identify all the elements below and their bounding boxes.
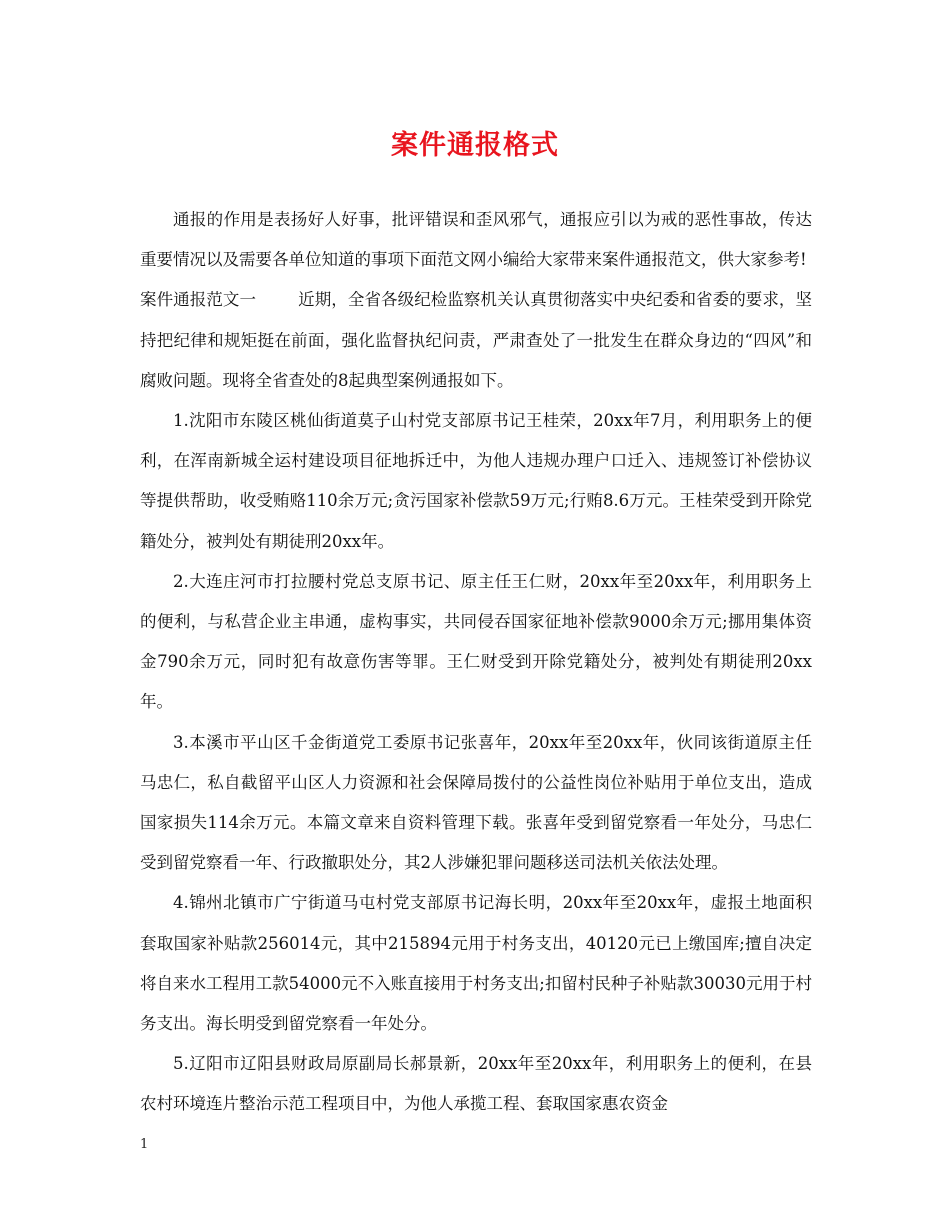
- sample-intro-text: 近期，全省各级纪检监察机关认真贯彻落实中央纪委和省委的要求，坚持把纪律和规矩挺在前面，强化监督执纪问责，严肃查处了一批发生在群众身边的“四风”和腐败问题。现将全省查处的8起典型案例通报如下。: [140, 290, 813, 390]
- document-body: [140, 200, 812, 1125]
- case-paragraph-5: 5.辽阳市辽阳县财政局原副局长郝景新，20xx年至20xx年，利用职务上的便利，在县农村环境连片整治示范工程项目中，为他人承揽工程、套取国家惠农资金: [140, 1054, 812, 1114]
- page-number: 1: [140, 1137, 149, 1152]
- sample-intro-paragraph: [140, 280, 812, 401]
- case-paragraph-3: 3.本溪市平山区千金街道党工委原书记张喜年，20xx年至20xx年，伙同该街道原主任马忠仁，私自截留平山区人力资源和社会保障局拨付的公益性岗位补贴用于单位支出，造成国家损失114余万元。本篇文章来自资料管理下载。张喜年受到留党察看一年处分，马忠仁受到留党察看一年、行政撤职处分，其2人涉嫌犯罪问题移送司法机关依法处理。: [140, 732, 812, 873]
- sample-heading: 案件通报范文一: [140, 290, 257, 310]
- document-title: 案件通报格式: [391, 130, 559, 161]
- case-paragraph-1: 1.沈阳市东陵区桃仙街道莫子山村党支部原书记王桂荣，20xx年7月，利用职务上的便利，在浑南新城全运村建设项目征地拆迁中，为他人违规办理户口迁入、违规签订补偿协议等提供帮助，收受贿赂110余万元;贪污国家补偿款59万元;行贿8.6万元。王桂荣受到开除党籍处分，被判处有期徒刑20xx年。: [140, 411, 812, 551]
- case-paragraph-4: 4.锦州北镇市广宁街道马屯村党支部原书记海长明，20xx年至20xx年，虚报土地面积套取国家补贴款256014元，其中215894元用于村务支出，40120元已上缴国库;擅自决定将自来水工程用工款54000元不入账直接用于村务支出;扣留村民种子补贴款30030元用于村务支出。海长明受到留党察看一年处分。: [140, 893, 812, 1034]
- intro-paragraph: 通报的作用是表扬好人好事，批评错误和歪风邪气，通报应引以为戒的恶性事故，传达重要情况以及需要各单位知道的事项下面范文网小编给大家带来案件通报范文，供大家参考!: [140, 210, 812, 270]
- case-paragraph-2: 2.大连庄河市打拉腰村党总支原书记、原主任王仁财，20xx年至20xx年，利用职务上的便利，与私营企业主串通，虚构事实，共同侵吞国家征地补偿款9000余万元;挪用集体资金790余万元，同时犯有故意伤害等罪。王仁财受到开除党籍处分，被判处有期徒刑20xx年。: [140, 571, 812, 712]
